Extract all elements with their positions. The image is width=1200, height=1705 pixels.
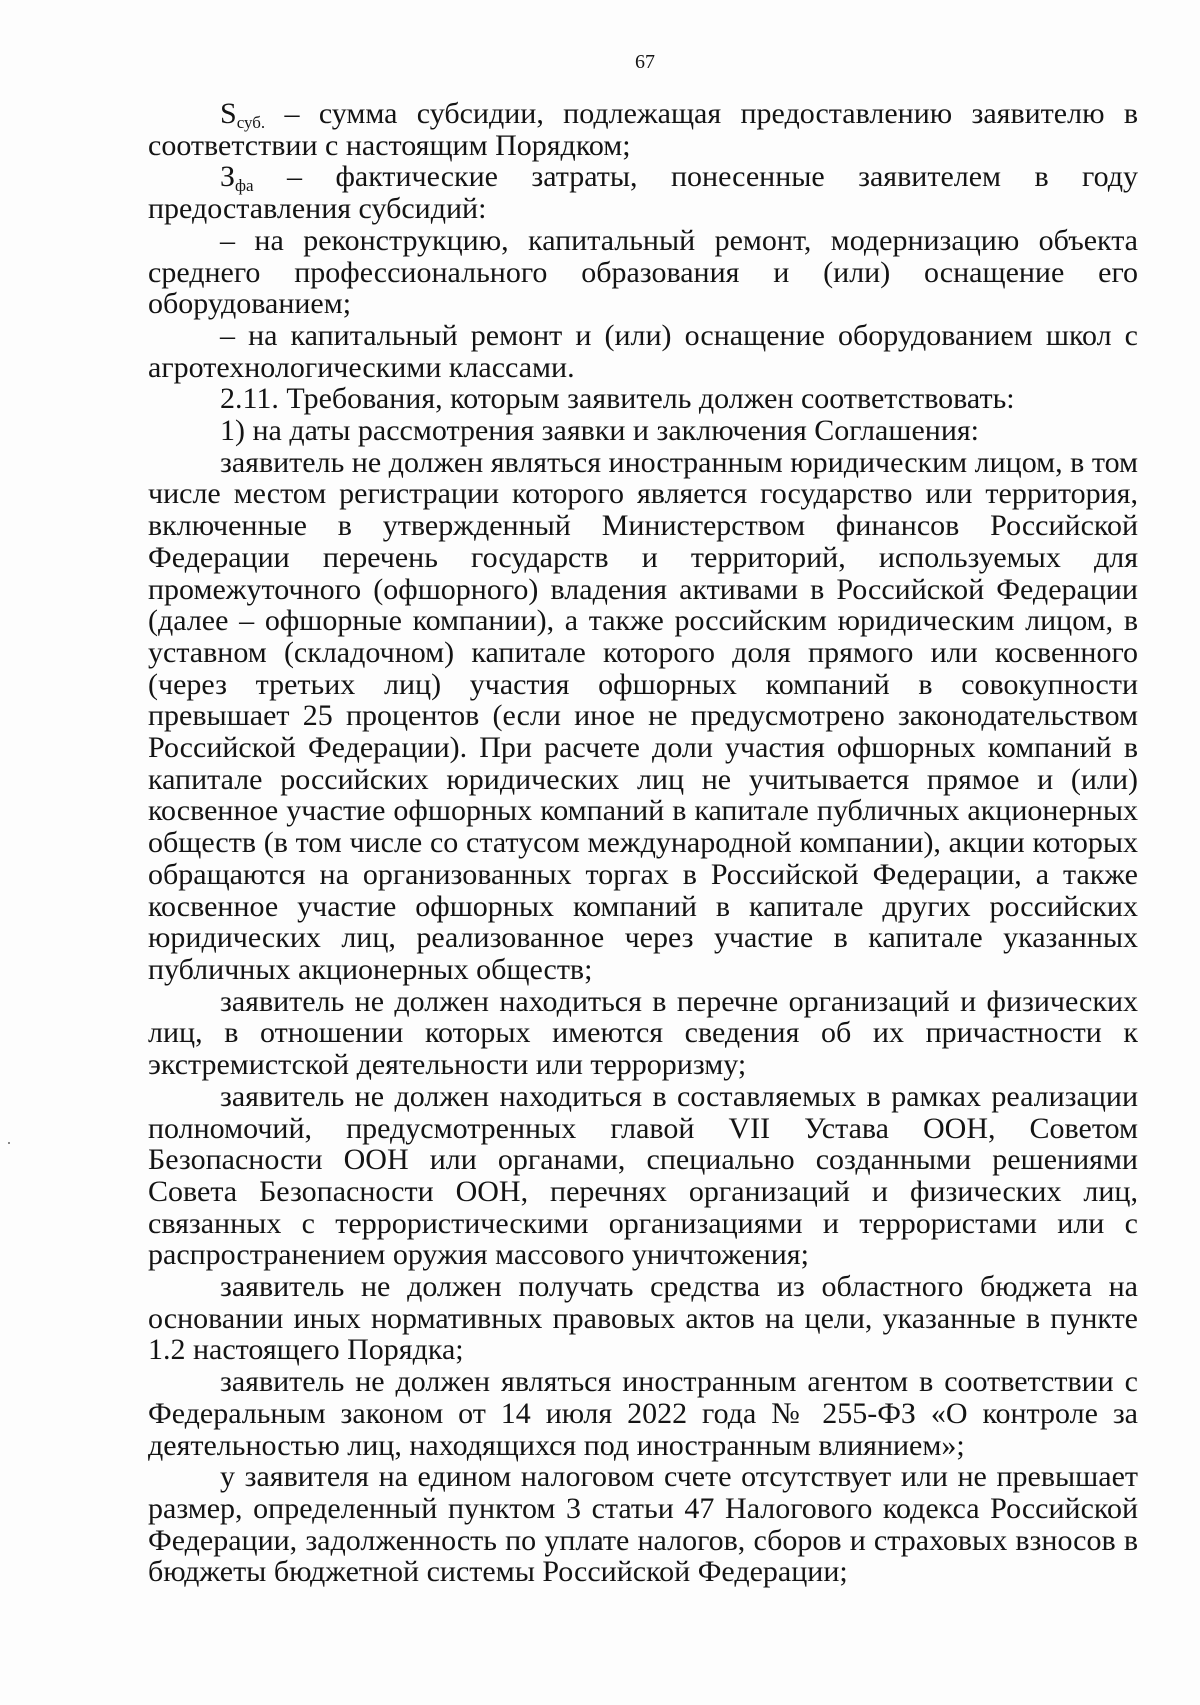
- paragraph: – на капитальный ремонт и (или) оснащение оборудованием школ с агротехнологическими классами.: [148, 318, 1138, 384]
- paragraph-text: – сумма субсидии, подлежащая предоставлению заявителю в соответствии с настоящим Порядком;: [148, 97, 1138, 162]
- paragraph: 1) на даты рассмотрения заявки и заключения Соглашения:: [220, 414, 980, 448]
- page-number: 67: [635, 51, 655, 73]
- paragraph: заявитель не должен являться иностранным агентом в соответствии с Федеральным законом от 14 июля 2022 года № 255-ФЗ «О контроле за деятельностью лиц, находящихся под иностранным влиянием»;: [148, 1365, 1138, 1462]
- formula-subscript-fa: фа: [235, 176, 254, 196]
- paragraph: – на реконструкцию, капитальный ремонт, модернизацию объекта среднего профессионального образования и (или) оснащение его оборудованием;: [148, 223, 1138, 321]
- paragraph-text: – фактические затраты, понесенные заявителем в году предоставления субсидий:: [148, 160, 1138, 226]
- formula-subscript-sub: суб.: [236, 113, 266, 132]
- scan-speck: [8, 1142, 10, 1144]
- paragraph: заявитель не должен находиться в перечне организаций и физических лиц, в отношении которых имеются сведения об их причастности к экстремистской деятельности или терроризму;: [148, 984, 1138, 1082]
- formula-symbol-s: S: [220, 97, 237, 130]
- body-text: [148, 98, 1138, 1588]
- paragraph-s-sub: [148, 98, 1138, 161]
- paragraph-z-fa: [148, 161, 1138, 224]
- paragraph: у заявителя на едином налоговом счете отсутствует или не превышает размер, определенный пунктом 3 статьи 47 Налогового кодекса Российской Федерации, задолженность по уплате налогов, сборов и страховых взносов в бюджеты бюджетной системы Российской Федерации;: [148, 1460, 1138, 1589]
- paragraph: заявитель не должен являться иностранным юридическим лицом, в том числе местом регистрации которого является государство или территория, включенные в утвержденный Министерством финансов Российской Федерации перечень государств и территорий, используемых для промежуточного (офшорного) владения активами в Российской Федерации (далее – офшорные компании), а также российским юридическим лицом, в уставном (складочном) капитале которого доля прямого или косвенного (через третьих лиц) участия офшорных компаний в совокупности превышает 25 процентов (если иное не предусмотрено законодательством Российской Федерации). При расчете доли участия офшорных компаний в капитале российских юридических лиц не учитывается прямое и (или) косвенное участие офшорных компаний в капитале публичных акционерных обществ (в том числе со статусом международной компании), акции которых обращаются на организованных торгах в Российской Федерации, а также косвенное участие офшорных компаний в капитале других российских юридических лиц, реализованное через участие в капитале указанных публичных акционерных обществ;: [148, 445, 1138, 986]
- formula-symbol-z: З: [220, 160, 236, 194]
- section-heading-2-11: 2.11. Требования, которым заявитель должен соответствовать:: [220, 382, 1015, 416]
- paragraph: заявитель не должен получать средства из областного бюджета на основании иных нормативных правовых актов на цели, указанные в пункте 1.2 настоящего Порядка;: [148, 1270, 1138, 1367]
- paragraph: заявитель не должен находиться в составляемых в рамках реализации полномочий, предусмотренных главой VII Устава ООН, Советом Безопасности ООН или органами, специально созданными решениями Совета Безопасности ООН, перечнях организаций и физических лиц, связанных с террористическими организациями и террористами или с распространением оружия массового уничтожения;: [148, 1079, 1138, 1272]
